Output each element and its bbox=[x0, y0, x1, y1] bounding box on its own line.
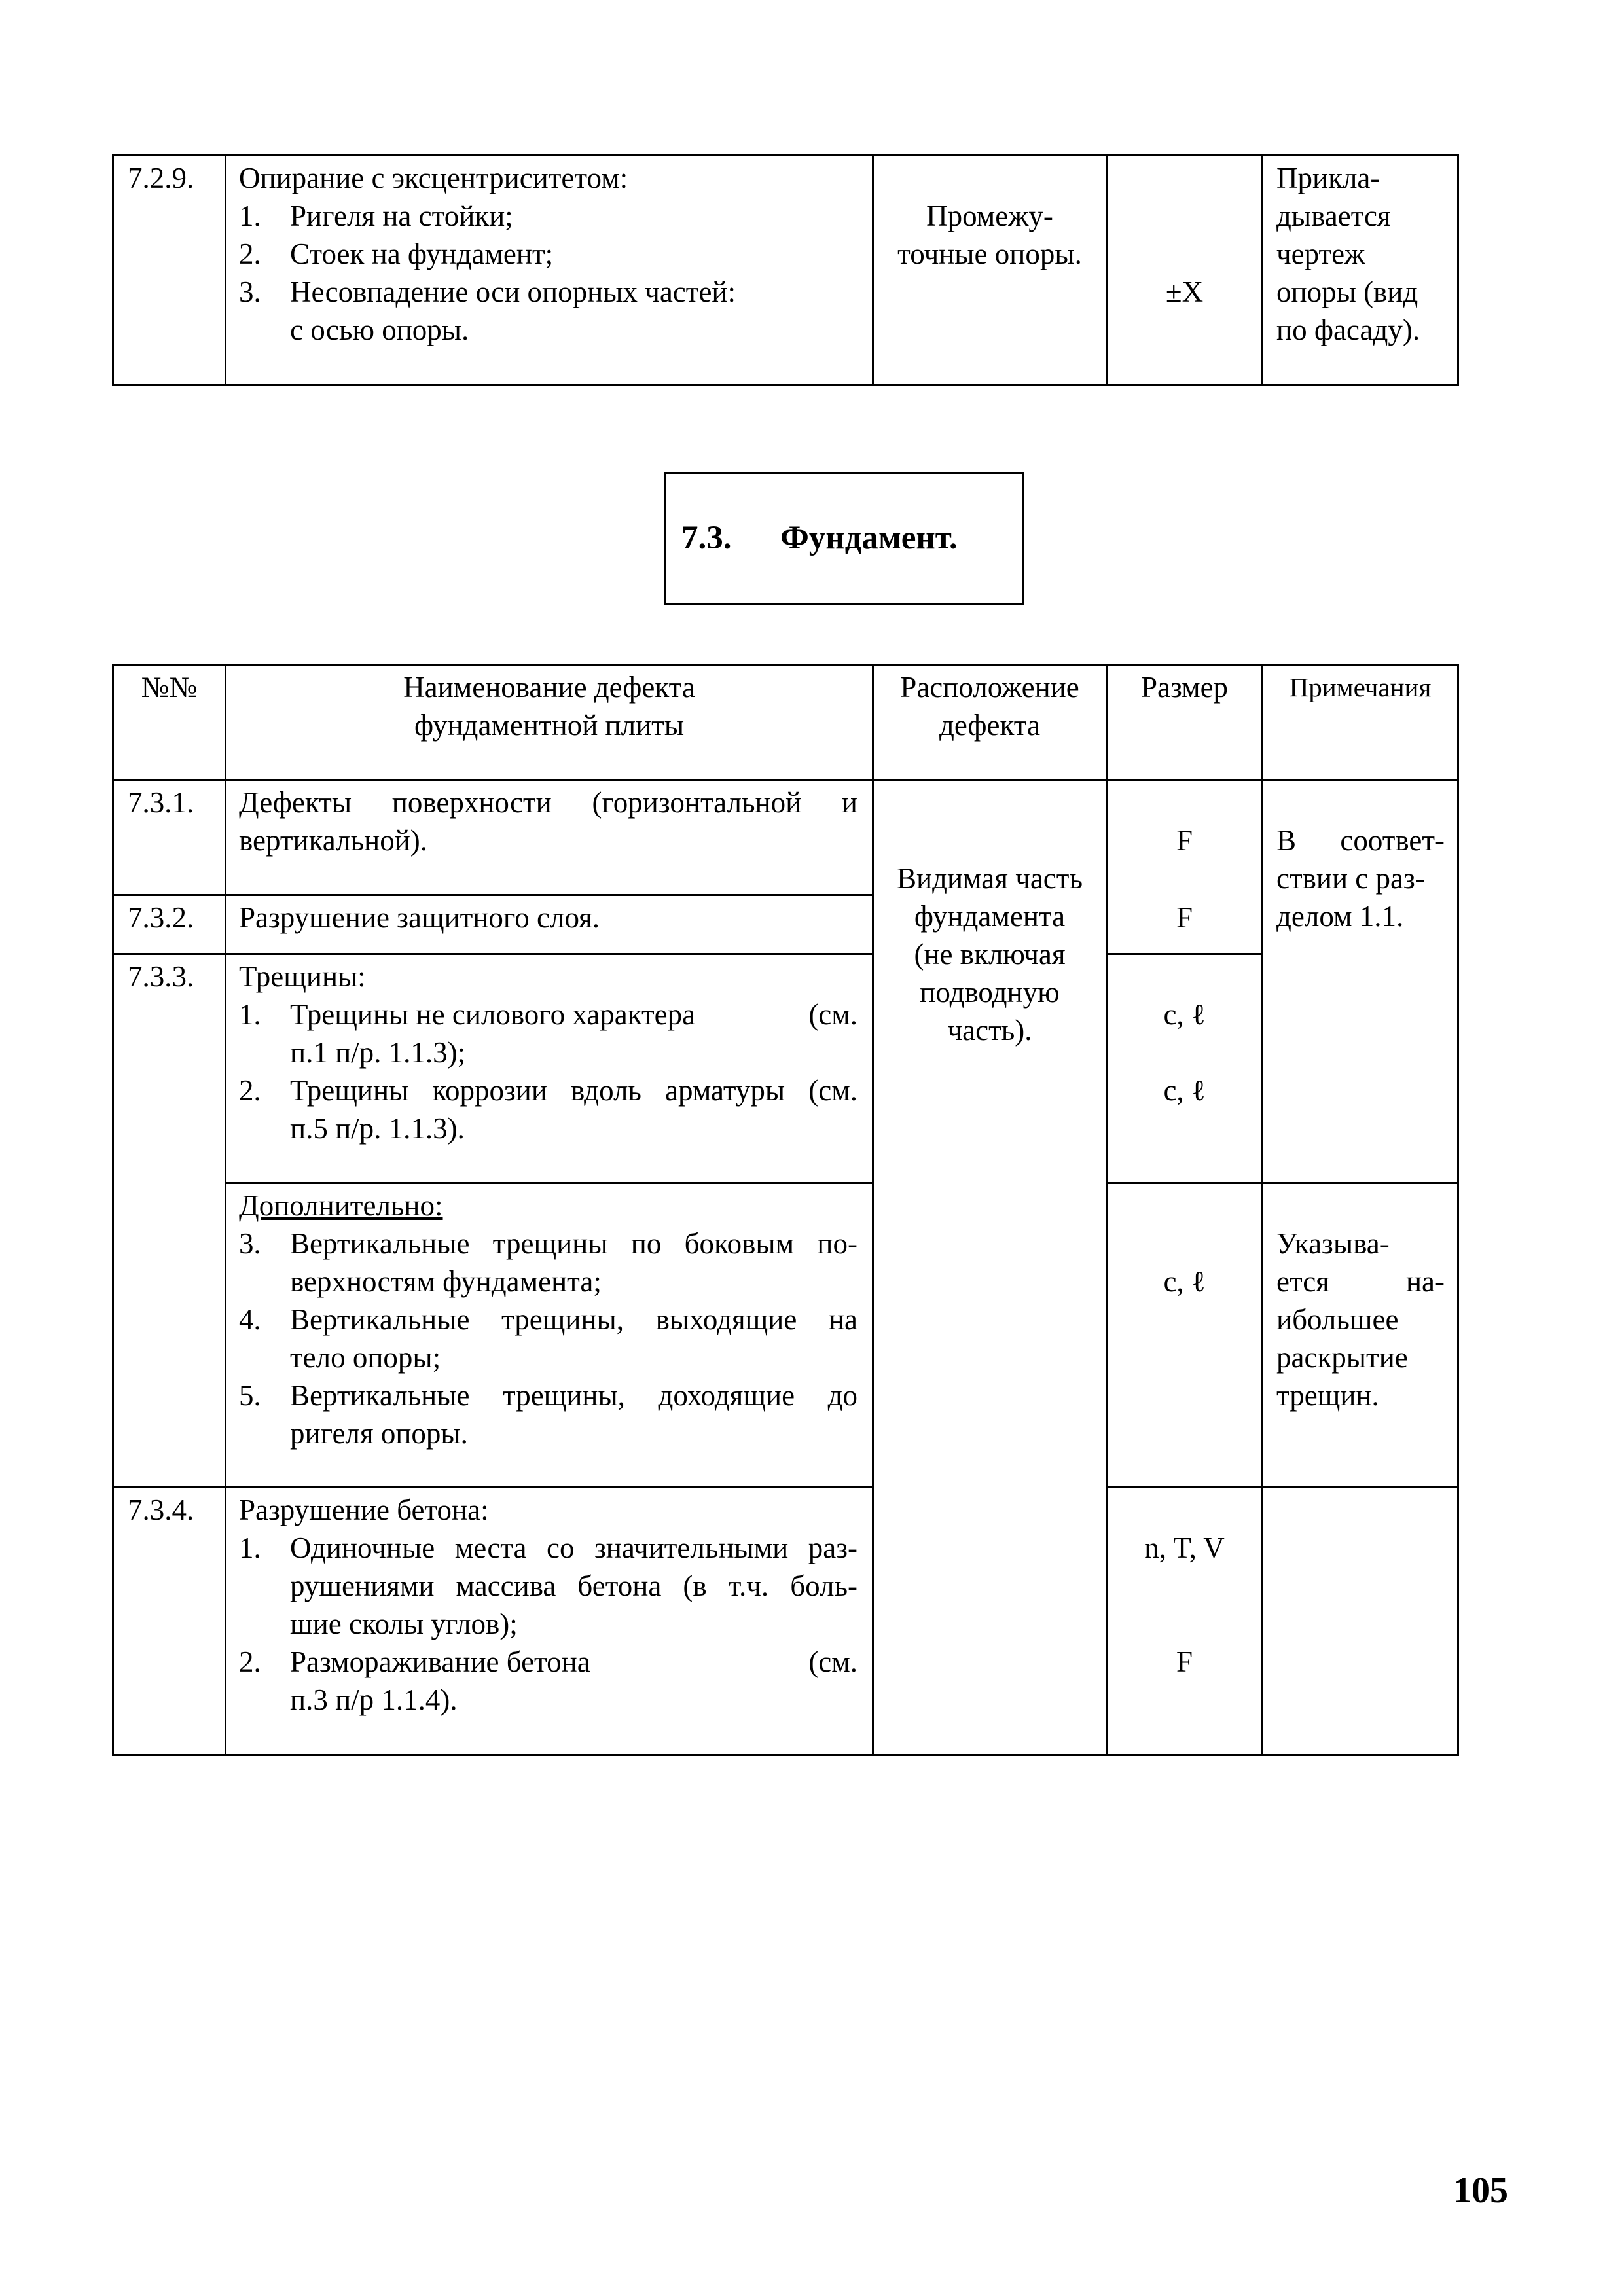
size-value: c, ℓ bbox=[1163, 1074, 1206, 1107]
note-line: ствии с раз- bbox=[1276, 862, 1425, 895]
row-number: 7.3.2. bbox=[128, 901, 194, 934]
row-title: Опирание с эксцентриситетом: bbox=[239, 162, 628, 194]
note-line: Прикла- bbox=[1276, 162, 1380, 194]
note-line: ибольшее bbox=[1276, 1303, 1399, 1336]
list-item-cont: п.5 п/р. 1.1.3). bbox=[290, 1112, 465, 1145]
note-line: чертеж bbox=[1276, 238, 1365, 270]
header-location: Расположение bbox=[900, 671, 1079, 704]
list-item: Вертикальные трещины по боковым по- bbox=[290, 1227, 857, 1260]
list-item-cont: шие сколы углов); bbox=[290, 1607, 518, 1640]
list-number: 1. bbox=[239, 1532, 261, 1564]
row-number: 7.2.9. bbox=[128, 162, 194, 194]
note-line: трещин. bbox=[1276, 1379, 1379, 1412]
size-value: F bbox=[1176, 901, 1193, 934]
size-value: n, T, V bbox=[1144, 1532, 1225, 1564]
section-title: Фундамент. bbox=[780, 520, 958, 556]
note-line: Указыва- bbox=[1276, 1227, 1390, 1260]
row-number: 7.3.1. bbox=[128, 786, 194, 819]
row-number: 7.3.4. bbox=[128, 1494, 194, 1526]
header-name: Наименование дефекта bbox=[403, 671, 695, 704]
list-item-cont: верхностям фундамента; bbox=[290, 1265, 602, 1298]
header-location: дефекта bbox=[939, 709, 1040, 742]
note-line: В соответ- bbox=[1276, 824, 1445, 857]
list-item: Одиночные места со значительными раз- bbox=[290, 1532, 857, 1564]
row-text-line: Дефекты поверхности (горизонтальной и bbox=[239, 786, 857, 819]
list-item-cont: рушениями массива бетона (в т.ч. боль- bbox=[290, 1570, 857, 1602]
list-item-cont: ригеля опоры. bbox=[290, 1417, 468, 1450]
location-line: (не включая bbox=[914, 938, 1066, 971]
list-item: Ригеля на стойки; bbox=[290, 200, 513, 232]
row-text-line: вертикальной). bbox=[239, 824, 428, 857]
list-item: Трещины коррозии вдоль арматуры (см. bbox=[290, 1074, 857, 1107]
size-value: F bbox=[1176, 1645, 1193, 1678]
size-value: ±X bbox=[1165, 276, 1204, 308]
header-size: Размер bbox=[1140, 671, 1229, 704]
location-line: точные опоры. bbox=[897, 238, 1082, 270]
header-notes: Примечания bbox=[1289, 672, 1432, 702]
list-number: 3. bbox=[239, 1227, 261, 1260]
location-line: подводную bbox=[920, 976, 1060, 1009]
list-item: Вертикальные трещины, выходящие на bbox=[290, 1303, 857, 1336]
location-line: фундамента bbox=[914, 900, 1066, 933]
list-number: 1. bbox=[239, 998, 261, 1031]
note-line: раскрытие bbox=[1276, 1341, 1408, 1374]
row-number: 7.3.3. bbox=[128, 960, 194, 993]
page-number: 105 bbox=[1453, 2170, 1508, 2211]
list-item-cont: п.3 п/р 1.1.4). bbox=[290, 1683, 458, 1716]
row-subtitle: Дополнительно: bbox=[239, 1189, 443, 1222]
list-number: 2. bbox=[239, 1074, 261, 1107]
location-line: Промежу- bbox=[926, 200, 1053, 232]
list-item-cont: с осью опоры. bbox=[290, 314, 469, 346]
note-line: по фасаду). bbox=[1276, 314, 1420, 346]
row-title: Разрушение бетона: bbox=[239, 1494, 489, 1526]
row-text: Разрушение защитного слоя. bbox=[239, 901, 600, 934]
note-line: ется на- bbox=[1276, 1265, 1445, 1298]
list-item: Несовпадение оси опорных частей: bbox=[290, 276, 736, 308]
list-number: 1. bbox=[239, 200, 261, 232]
row-title: Трещины: bbox=[239, 960, 366, 993]
size-value: c, ℓ bbox=[1163, 1265, 1206, 1298]
note-line: дывается bbox=[1276, 200, 1391, 232]
size-value: c, ℓ bbox=[1163, 998, 1206, 1031]
header-name: фундаментной плиты bbox=[414, 709, 685, 742]
list-number: 3. bbox=[239, 276, 261, 308]
note-line: опоры (вид bbox=[1276, 276, 1418, 308]
section-heading-box bbox=[664, 472, 1024, 605]
list-number: 2. bbox=[239, 1645, 261, 1678]
list-number: 4. bbox=[239, 1303, 261, 1336]
location-line: Видимая часть bbox=[897, 862, 1083, 895]
size-value: F bbox=[1176, 824, 1193, 857]
section-number: 7.3. bbox=[681, 520, 732, 556]
list-item-cont: тело опоры; bbox=[290, 1341, 441, 1374]
note-line: делом 1.1. bbox=[1276, 900, 1404, 933]
header-num: №№ bbox=[141, 671, 198, 704]
list-item: Трещины не силового характера (см. bbox=[290, 998, 857, 1031]
list-item-cont: п.1 п/р. 1.1.3); bbox=[290, 1036, 466, 1069]
list-number: 2. bbox=[239, 238, 261, 270]
list-number: 5. bbox=[239, 1379, 261, 1412]
location-line: часть). bbox=[947, 1014, 1032, 1047]
list-item: Размораживание бетона (см. bbox=[290, 1645, 857, 1678]
list-item: Вертикальные трещины, доходящие до bbox=[290, 1379, 857, 1412]
list-item: Стоек на фундамент; bbox=[290, 238, 554, 270]
